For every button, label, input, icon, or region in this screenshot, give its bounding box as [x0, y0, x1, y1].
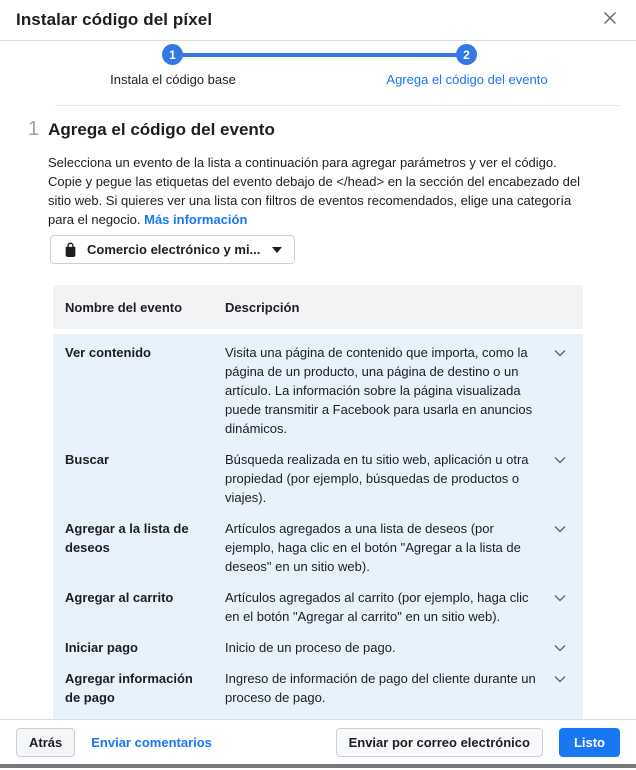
column-header-event-name: Nombre del evento	[65, 300, 183, 315]
chevron-down-icon[interactable]	[545, 519, 575, 576]
close-icon	[602, 10, 618, 31]
events-table-body	[53, 334, 583, 764]
send-feedback-link[interactable]: Enviar comentarios	[91, 734, 212, 750]
section-description	[48, 153, 592, 229]
learn-more-link[interactable]: Más información	[144, 212, 248, 227]
step-1-circle: 1	[162, 44, 183, 65]
event-description: Búsqueda realizada en tu sitio web, aplicación u otra propiedad (por ejemplo, búsquedas de productos o viajes).	[225, 452, 529, 505]
table-row[interactable]	[53, 513, 583, 582]
event-description: Visita una página de contenido que importa, como la página de un producto, una página de destino o un artículo. La información sobre la página visualizada puede transmitir a Facebook para usarla en anuncios dinámicos.	[225, 345, 533, 436]
table-row[interactable]	[53, 663, 583, 713]
event-name: Agregar a la lista de deseos	[65, 521, 189, 555]
done-button[interactable]: Listo	[559, 728, 620, 757]
chevron-down-icon[interactable]	[545, 588, 575, 626]
category-dropdown-value: Comercio electrónico y mi...	[87, 242, 261, 257]
dialog-footer	[0, 719, 636, 764]
close-button[interactable]	[596, 6, 624, 34]
category-dropdown[interactable]	[50, 235, 295, 264]
chevron-down-icon[interactable]	[545, 450, 575, 507]
section-description-text: Selecciona un evento de la lista a continuación para agregar parámetros y ver el código. Copie y pegue las etiquetas del evento debajo de </head> en la sección del encabezado del sitio web. Si quieres ver una lista con filtros de eventos recomendados, elige una categoría para el negocio.	[48, 155, 580, 227]
event-name: Agregar información de pago	[65, 671, 193, 705]
event-name: Agregar al carrito	[65, 590, 174, 605]
event-name: Iniciar pago	[65, 640, 138, 655]
step-2-label[interactable]: Agrega el código del evento	[386, 72, 548, 87]
event-description: Artículos agregados al carrito (por ejemplo, haga clic en el botón "Agregar al carrito" en un sitio web).	[225, 590, 529, 624]
step-2-circle: 2	[456, 44, 477, 65]
stepper-connector-line	[173, 53, 466, 57]
table-row[interactable]	[53, 337, 583, 444]
dialog-header	[0, 0, 636, 41]
column-header-description: Descripción	[225, 300, 300, 315]
section-title: Agrega el código del evento	[48, 120, 275, 139]
content-divider	[55, 105, 620, 106]
events-table	[53, 285, 583, 719]
table-row[interactable]	[53, 582, 583, 632]
event-name: Buscar	[65, 452, 110, 467]
step-1-label[interactable]: Instala el código base	[110, 72, 236, 87]
send-by-email-button[interactable]: Enviar por correo electrónico	[336, 728, 543, 757]
back-button[interactable]: Atrás	[16, 728, 75, 757]
table-row[interactable]	[53, 632, 583, 663]
bottom-page-edge	[0, 764, 636, 768]
shopping-bag-icon	[63, 242, 78, 258]
event-description: Ingreso de información de pago del cliente durante un proceso de pago.	[225, 671, 536, 705]
section-heading	[28, 118, 275, 141]
chevron-down-icon[interactable]	[545, 343, 575, 438]
chevron-down-icon[interactable]	[545, 669, 575, 707]
event-description: Inicio de un proceso de pago.	[225, 640, 396, 655]
table-row[interactable]	[53, 444, 583, 513]
caret-down-icon	[272, 247, 282, 253]
chevron-down-icon[interactable]	[545, 638, 575, 657]
event-name: Ver contenido	[65, 345, 151, 360]
stepper	[0, 41, 636, 105]
event-description: Artículos agregados a una lista de deseos (por ejemplo, haga clic en el botón "Agregar a la lista de deseos" en un sitio web).	[225, 521, 521, 574]
section-step-number: 1	[28, 118, 40, 140]
events-table-header	[53, 285, 583, 329]
dialog-title: Instalar código del píxel	[16, 10, 213, 29]
